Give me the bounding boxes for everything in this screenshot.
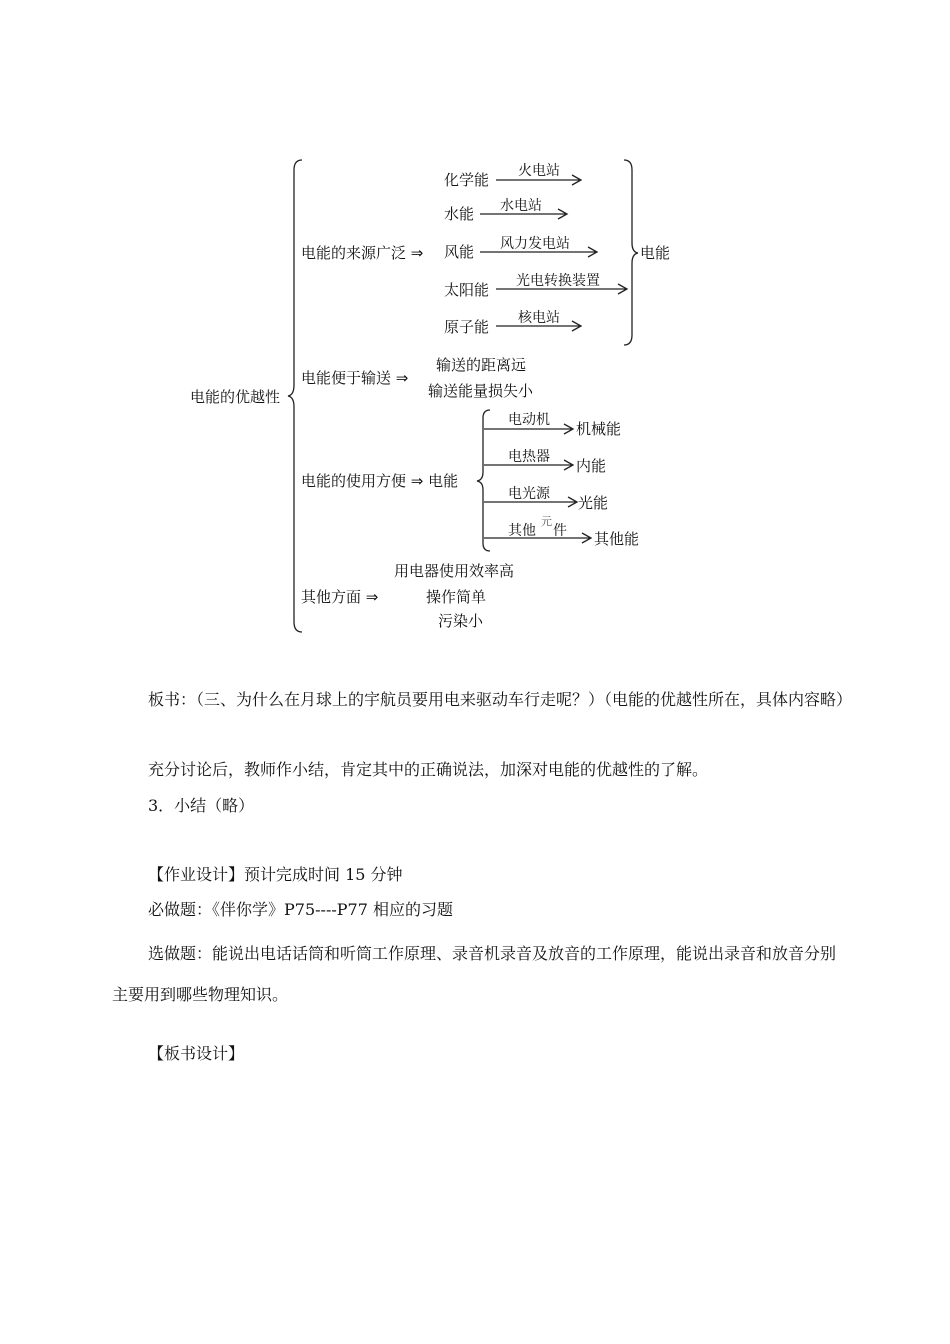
other-point-simple: 操作简单 (426, 588, 487, 606)
arrow-other-device (484, 533, 591, 543)
board-note-paragraph: 板书：（三、为什么在月球上的宇航员要用电来驱动车行走呢？）（电能的优越性所在，具体内容略） (148, 690, 853, 709)
other-label-text: 其他方面 (301, 588, 362, 606)
usage-arrow: ⇒ (410, 472, 424, 490)
board-design-heading: 【板书设计】 (148, 1044, 245, 1063)
via-other-extra: 元 (541, 515, 552, 528)
transmission-point-loss: 输送能量损失小 (428, 382, 534, 400)
optional-homework: 选做题：能说出电话话筒和听筒工作原理、录音机录音及放音的工作原理，能说出录音和放音分别主要用到哪些物理知识。 (112, 944, 837, 1004)
other-label (301, 588, 378, 606)
usage-label-text: 电能的使用方便 (301, 472, 407, 490)
transmission-label (301, 369, 408, 387)
sources-arrow: ⇒ (410, 244, 424, 262)
via-heater: 电热器 (508, 449, 550, 465)
required-homework: 必做题：《伴你学》P75----P77 相应的习题 (148, 900, 453, 919)
usage-label (301, 472, 458, 490)
discussion-paragraph: 充分讨论后，教师作小结，肯定其中的正确说法，加深对电能的优越性的了解。 (148, 760, 709, 779)
via-wind-plant: 风力发电站 (500, 236, 570, 252)
source-item-hydro: 水能 (444, 205, 475, 223)
sources-right-brace (624, 160, 638, 345)
transmission-arrow: ⇒ (395, 369, 409, 387)
sources-label (301, 244, 423, 262)
via-motor: 电动机 (508, 412, 550, 428)
diagram-root: 电能的优越性 (190, 388, 281, 406)
via-nuclear-plant: 核电站 (518, 310, 560, 326)
result-internal: 内能 (576, 457, 607, 475)
result-mechanical: 机械能 (576, 420, 622, 438)
via-hydro-plant: 水电站 (500, 198, 542, 214)
source-item-solar: 太阳能 (444, 281, 490, 299)
usage-brace (477, 410, 490, 551)
transmission-label-text: 电能便于输送 (301, 369, 392, 387)
transmission-point-distance: 输送的距离远 (436, 356, 527, 374)
source-item-nuclear: 原子能 (444, 318, 490, 336)
homework-title: 【作业设计】预计完成时间 15 分钟 (148, 865, 403, 884)
main-brace (288, 160, 302, 632)
summary-paragraph: 3．小结（略） (148, 796, 255, 815)
via-other: 其他 (508, 523, 536, 539)
via-other-tail: 件 (553, 523, 567, 539)
usage-center: 电能 (428, 472, 459, 490)
sources-label-text: 电能的来源广泛 (301, 244, 407, 262)
other-arrow: ⇒ (365, 588, 379, 606)
result-light: 光能 (578, 494, 609, 512)
via-thermal-plant: 火电站 (518, 163, 560, 179)
source-item-wind: 风能 (444, 243, 475, 261)
other-point-efficiency: 用电器使用效率高 (394, 562, 515, 580)
via-photoelectric: 光电转换装置 (516, 273, 600, 289)
other-point-pollution: 污染小 (438, 612, 484, 630)
source-item-chemical: 化学能 (444, 171, 490, 189)
result-other: 其他能 (594, 530, 640, 548)
via-light-source: 电光源 (508, 486, 550, 502)
sources-result: 电能 (640, 244, 671, 262)
